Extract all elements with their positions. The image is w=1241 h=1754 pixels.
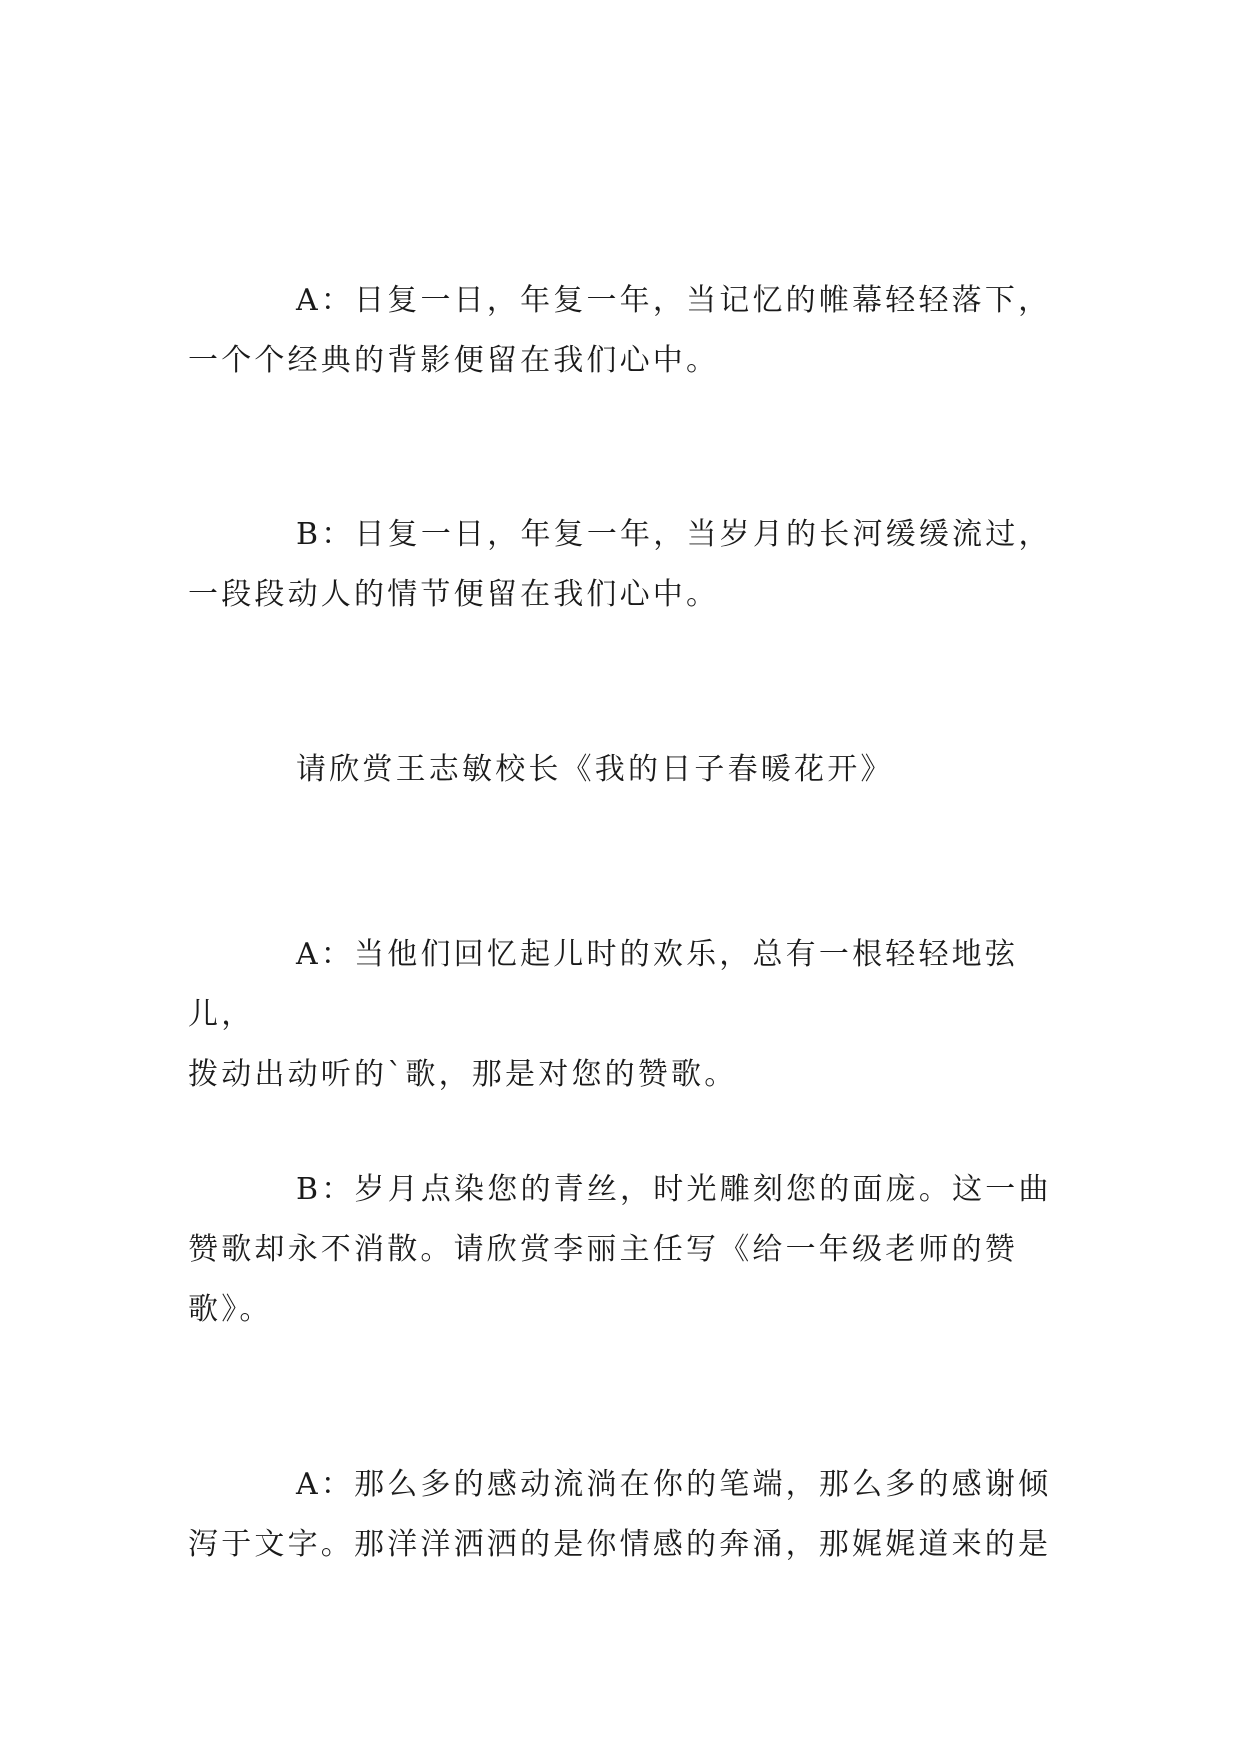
paragraph-1 bbox=[188, 271, 1068, 391]
paragraph-5-line-1: B：岁月点染您的青丝，时光雕刻您的面庞。这一曲 bbox=[296, 1172, 1052, 1207]
paragraph-5-line-2: 赞歌却永不消散。请欣赏李丽主任写《给一年级老师的赞 bbox=[188, 1232, 1018, 1267]
paragraph-5 bbox=[188, 1160, 1068, 1340]
paragraph-2 bbox=[188, 505, 1068, 625]
paragraph-6-line-1: A：那么多的感动流淌在你的笔端，那么多的感谢倾 bbox=[296, 1467, 1052, 1502]
paragraph-2-line-2: 一段段动人的情节便留在我们心中。 bbox=[188, 577, 720, 612]
paragraph-4-line-2: 拨动出动听的`歌，那是对您的赞歌。 bbox=[188, 1057, 738, 1092]
paragraph-4 bbox=[188, 925, 1068, 1105]
paragraph-3-line-1: 请欣赏王志敏校长《我的日子春暖花开》 bbox=[296, 752, 894, 787]
paragraph-6 bbox=[188, 1455, 1068, 1575]
paragraph-3 bbox=[188, 740, 1068, 800]
paragraph-4-line-1: A：当他们回忆起儿时的欢乐，总有一根轻轻地弦儿， bbox=[188, 937, 1019, 1032]
paragraph-5-line-3: 歌》。 bbox=[188, 1292, 273, 1327]
paragraph-2-line-1: B：日复一日，年复一年，当岁月的长河缓缓流过， bbox=[296, 517, 1052, 552]
paragraph-1-line-1: A：日复一日，年复一年，当记忆的帷幕轻轻落下， bbox=[296, 283, 1052, 318]
paragraph-1-line-2: 一个个经典的背影便留在我们心中。 bbox=[188, 343, 720, 378]
paragraph-6-line-2: 泻于文字。那洋洋洒洒的是你情感的奔涌，那娓娓道来的是 bbox=[188, 1527, 1052, 1562]
